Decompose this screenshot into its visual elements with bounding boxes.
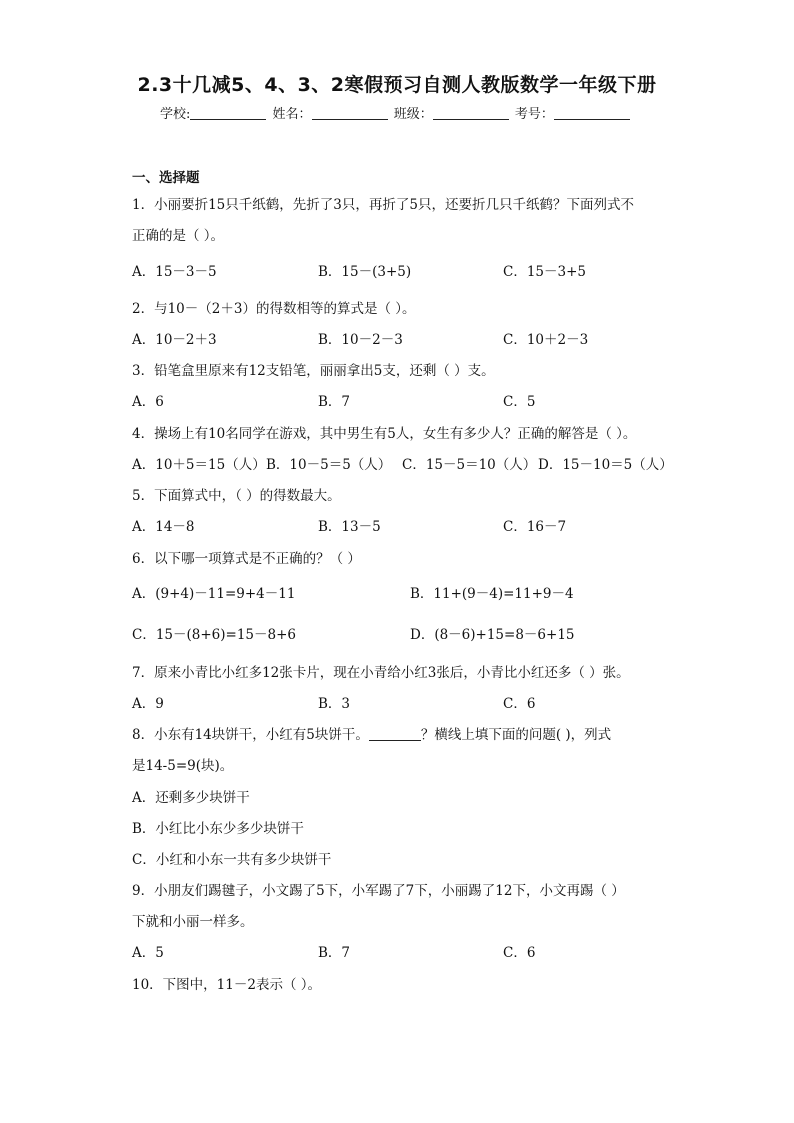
q6-stem: 6．以下哪一项算式是不正确的？（ ） <box>132 551 361 567</box>
name-label: 姓名： <box>272 107 312 122</box>
q9-option-b[interactable]: B．7 <box>318 945 351 961</box>
q8-fill-blank[interactable] <box>369 728 421 741</box>
q4-option-b[interactable]: B．10－5＝5（人） <box>266 457 392 473</box>
q3-option-c[interactable]: C．5 <box>503 394 536 410</box>
q2-option-c[interactable]: C．10＋2－3 <box>503 332 589 348</box>
class-label: 班级： <box>393 107 433 122</box>
q6-option-d[interactable]: D．(8－6)+15=8－6+15 <box>410 627 575 643</box>
q7-option-c[interactable]: C．6 <box>503 696 536 712</box>
q2-option-a[interactable]: A．10－2＋3 <box>132 332 217 348</box>
q9-stem-line1: 9．小朋友们踢毽子，小文踢了5下，小军踢了7下，小丽踢了12下，小文再踢（ ） <box>132 883 625 899</box>
number-blank[interactable] <box>554 106 630 120</box>
q4-option-c[interactable]: C．15－5＝10（人） <box>402 457 537 473</box>
q3-option-a[interactable]: A．6 <box>132 394 164 410</box>
q8-stem-line2: 是14-5=9(块)。 <box>132 758 234 774</box>
page-title: 2.3十几减5、4、3、2寒假预习自测人教版数学一年级下册 <box>137 74 657 96</box>
q8-option-a[interactable]: A．还剩多少块饼干 <box>132 790 250 806</box>
q1-option-c[interactable]: C．15－3+5 <box>503 264 586 280</box>
q5-option-b[interactable]: B．13－5 <box>318 519 381 535</box>
q5-option-c[interactable]: C．16－7 <box>503 519 567 535</box>
q9-stem-line2: 下就和小丽一样多。 <box>132 914 254 930</box>
q8-stem-post: ？横线上填下面的问题( )，列式 <box>420 727 612 743</box>
q9-option-a[interactable]: A．5 <box>132 945 164 961</box>
q6-option-a[interactable]: A．(9+4)－11=9+4－11 <box>132 586 296 602</box>
q8-option-c[interactable]: C．小红和小东一共有多少块饼干 <box>132 852 332 868</box>
q7-option-b[interactable]: B．3 <box>318 696 351 712</box>
q8-option-b[interactable]: B．小红比小东少多少块饼干 <box>132 821 304 837</box>
q1-stem-line1: 1．小丽要折15只千纸鹤，先折了3只，再折了5只，还要折几只千纸鹤？下面列式不 <box>132 197 634 213</box>
q4-option-a[interactable]: A．10＋5＝15（人） <box>132 457 266 473</box>
q3-stem: 3．铅笔盒里原来有12支铅笔，丽丽拿出5支，还剩（ ）支。 <box>132 363 495 379</box>
q7-stem: 7．原来小青比小红多12张卡片，现在小青给小红3张后，小青比小红还多（ ）张。 <box>132 665 630 681</box>
q8-stem-pre: 8．小东有14块饼干，小红有5块饼干。 <box>132 727 369 743</box>
section-heading: 一、选择题 <box>132 170 200 186</box>
q7-option-a[interactable]: A．9 <box>132 696 164 712</box>
q1-option-b[interactable]: B．15－(3+5) <box>318 264 412 280</box>
student-info-line <box>160 103 632 122</box>
name-blank[interactable] <box>312 106 388 120</box>
q9-option-c[interactable]: C．6 <box>503 945 536 961</box>
q1-stem-line2: 正确的是（ ）。 <box>132 228 225 244</box>
school-blank[interactable] <box>190 106 266 120</box>
q5-option-a[interactable]: A．14－8 <box>132 519 195 535</box>
q4-option-d[interactable]: D．15－10＝5（人） <box>538 457 673 473</box>
school-label: 学校: <box>160 107 191 122</box>
number-label: 考号： <box>514 107 554 122</box>
q8-stem-line1 <box>132 723 611 743</box>
class-blank[interactable] <box>433 106 509 120</box>
q1-option-a[interactable]: A．15－3－5 <box>132 264 217 280</box>
q10-stem: 10．下图中，11－2表示（ ）。 <box>132 977 321 993</box>
q6-option-b[interactable]: B．11+(9－4)=11+9－4 <box>410 586 574 602</box>
q6-option-c[interactable]: C．15－(8+6)=15－8+6 <box>132 627 297 643</box>
q3-option-b[interactable]: B．7 <box>318 394 351 410</box>
q2-option-b[interactable]: B．10－2－3 <box>318 332 403 348</box>
q5-stem: 5．下面算式中，（ ）的得数最大。 <box>132 488 341 504</box>
q2-stem: 2．与10－（2＋3）的得数相等的算式是（ ）。 <box>132 301 416 317</box>
q4-stem: 4．操场上有10名同学在游戏，其中男生有5人，女生有多少人？正确的解答是（ ）。 <box>132 426 637 442</box>
